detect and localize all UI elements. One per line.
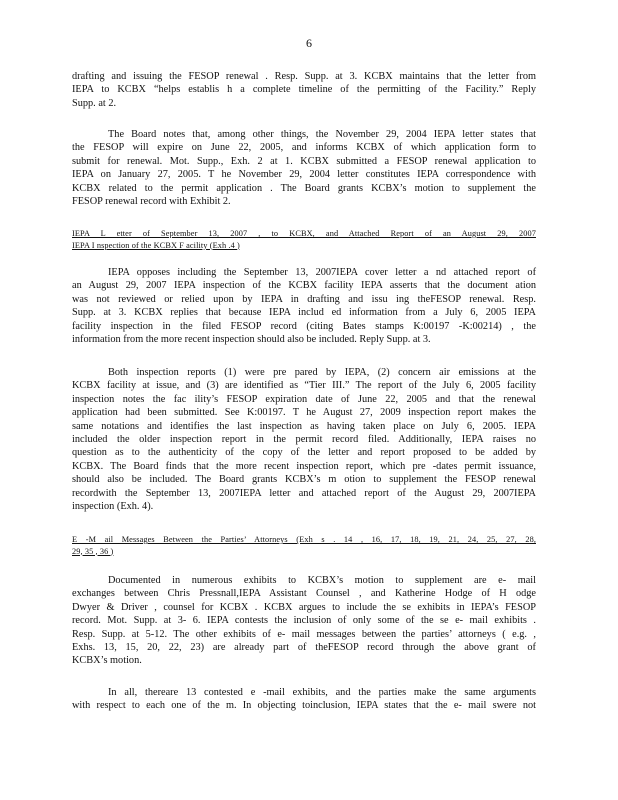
text-line: KCBX’s motion. bbox=[72, 655, 142, 667]
paragraph-continuation bbox=[72, 70, 536, 110]
text-line: IEPA to KCBX “helps establis h a complete timeline of the permitting of the Facility.” Reply bbox=[72, 84, 536, 96]
text-line: IEPA opposes including the September 13, 2007IEPA cover letter a nd attached report of bbox=[108, 267, 536, 278]
text-line: In all, thereare 13 contested e -mail exhibits, and the parties make the same arguments bbox=[108, 687, 536, 698]
text-line: an August 29, 2007 IEPA inspection of the KCBX facility IEPA asserts that the document ation bbox=[72, 280, 536, 292]
section-heading-email-messages bbox=[72, 534, 536, 557]
text-line: was not reviewed or relied upon by IEPA in drafting and issu ing theFESOP renewal. Resp. bbox=[72, 293, 536, 305]
paragraph-both-reports bbox=[72, 366, 536, 513]
text-line: inspection notes the fac ility’s FESOP expiration date of June 22, 2005 and that the renewal bbox=[72, 393, 536, 405]
text-line: KCBX facility at issue, and (3) are identified as “Tier III.” The report of the July 6, 2005 facility bbox=[72, 380, 536, 392]
text-line: included the older inspection report in the permit record filed. Additionally, IEPA raises no bbox=[72, 434, 536, 446]
text-line: recordwith the September 13, 2007IEPA letter and attached report of the August 29, 2007IEPA bbox=[72, 487, 536, 499]
text-line: Supp. at 3. KCBX replies that because IEPA includ ed information from a July 6, 2005 IEPA bbox=[72, 307, 536, 319]
paragraph-board-notes bbox=[72, 128, 536, 208]
paragraph-documented-exhibits bbox=[72, 574, 536, 668]
heading-line: IEPA L etter of September 13, 2007 , to KCBX, and Attached Report of an August 29, 2007 bbox=[72, 229, 536, 238]
text-line: the FESOP will expire on June 22, 2005, and informs KCBX of which application form to bbox=[72, 142, 536, 154]
text-line: The Board notes that, among other things, the November 29, 2004 IEPA letter states that bbox=[108, 129, 536, 140]
text-line: should also be included. The Board grants KCBX’s m otion to supplement the FESOP renewal bbox=[72, 474, 536, 486]
text-line: Resp. Supp. at 5-12. The other exhibits of e- mail messages between the parties’ attorneys ( e.g. , bbox=[72, 628, 536, 640]
heading-line: IEPA I nspection of the KCBX F acility (Exh .4 ) bbox=[72, 240, 240, 250]
text-line: information from the more recent inspection should also be included. Reply Supp. at 3. bbox=[72, 334, 431, 346]
text-line: Both inspection reports (1) were pre pared by IEPA, (2) concern air emissions at the bbox=[108, 367, 536, 378]
text-line: submit for renewal. Mot. Supp., Exh. 2 at 1. KCBX submitted a FESOP renewal application to bbox=[72, 155, 536, 167]
paragraph-iepa-opposes bbox=[72, 266, 536, 346]
text-line: Dwyer & Driver , counsel for KCBX . KCBX argues to include the se exhibits in IEPA’s FESOP bbox=[72, 601, 536, 613]
text-line: exchanges between Chris Pressnall,IEPA Assistant Counsel , and Katherine Hodge of H odge bbox=[72, 588, 536, 600]
text-line: same notations and identifies the last inspection as having taken place on July 6, 2005. IEPA bbox=[72, 420, 536, 432]
text-line: Supp. at 2. bbox=[72, 97, 117, 109]
text-line: KCBX. The Board finds that the more recent inspection report, which pre -dates permit issuance, bbox=[72, 460, 536, 472]
heading-line: E -M ail Messages Between the Parties’ Attorneys (Exh s . 14 , 16, 17, 18, 19, 21, 24, 25, 27, 28, bbox=[72, 535, 536, 544]
text-line: record. Mot. Supp. at 3- 6. IEPA contests the inclusion of only some of the se e- mail exhibits . bbox=[72, 615, 536, 627]
text-line: IEPA on January 27, 2005. T he November 29, 2004 letter constitutes IEPA correspondence with bbox=[72, 169, 536, 181]
text-line: with respect to each one of the m. In objecting toinclusion, IEPA states that the e- mail swere not bbox=[72, 700, 536, 712]
paragraph-in-all bbox=[72, 686, 536, 713]
section-heading-iepa-letter bbox=[72, 228, 536, 251]
text-line: FESOP renewal record with Exhibit 2. bbox=[72, 196, 231, 208]
text-line: KCBX related to the permit application . The Board grants KCBX’s motion to supplement the bbox=[72, 182, 536, 194]
text-line: drafting and issuing the FESOP renewal . Resp. Supp. at 3. KCBX maintains that the letter from bbox=[72, 71, 536, 82]
text-line: facility inspection in the filed FESOP record (citing Bates stamps K:00197 -K:00214) , the bbox=[72, 320, 536, 332]
heading-line: 29, 35 , 36 ) bbox=[72, 546, 114, 556]
text-line: application had been submitted. See K:00197. T he August 27, 2009 inspection report makes the bbox=[72, 407, 536, 419]
text-line: inspection (Exh. 4). bbox=[72, 501, 154, 513]
text-line: question as to the authenticity of the copy of the letter and report proposed to be added by bbox=[72, 447, 536, 459]
text-line: Exhs. 13, 15, 20, 22, 23) are already part of theFESOP record through the above grant of bbox=[72, 642, 536, 654]
page-number: 6 bbox=[306, 36, 312, 50]
text-line: Documented in numerous exhibits to KCBX’s motion to supplement are e- mail bbox=[108, 575, 536, 586]
